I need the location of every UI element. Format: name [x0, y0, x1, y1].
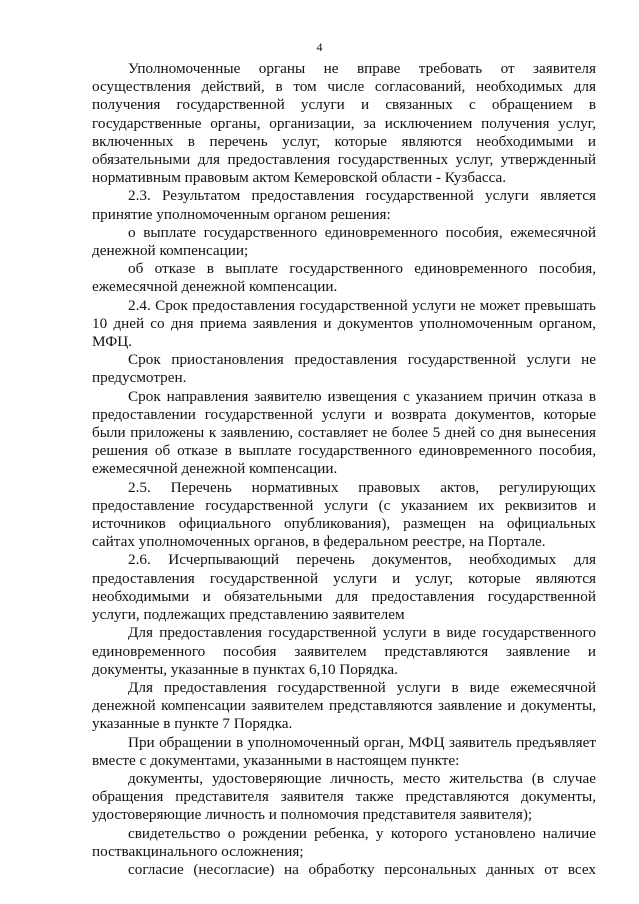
paragraph: 2.4. Срок предоставления государственной услуги не может превышать 10 дней со дня приема заявления и документов уполномоченным органом, МФЦ.: [92, 296, 596, 351]
paragraph: Для предоставления государственной услуги в виде государственного единовременного пособия заявителем представляются заявление и документы, указанные в пунктах 6,10 Порядка.: [92, 624, 596, 678]
paragraph: документы, удостоверяющие личность, место жительства (в случае обращения представителя заявителя также представляются документы, удостоверяющие личность и полномочия представителя заявителя);: [92, 769, 596, 824]
page-number: 4: [316, 40, 323, 54]
paragraph: 2.5. Перечень нормативных правовых актов, регулирующих предоставление государственной услуги (с указанием их реквизитов и источников официального опубликования), размещен на официальных сайтах уполномоченных органов, в федеральном реестре, на Портале.: [92, 478, 596, 551]
paragraph: о выплате государственного единовременного пособия, ежемесячной денежной компенсации;: [92, 223, 596, 260]
paragraph: согласие (несогласие) на обработку персональных данных от всех: [128, 860, 596, 878]
paragraph: Срок направления заявителю извещения с указанием причин отказа в предоставлении государственной услуги и возврата документов, которые были приложены к заявлению, составляет не более 5 дней со дня вынесения решения об отказе в выплате государственного единовременного пособия, ежемесячной денежной компенсации.: [92, 387, 596, 478]
paragraph: 2.3. Результатом предоставления государственной услуги является принятие уполномоченным органом решения:: [92, 187, 596, 223]
paragraph: Уполномоченные органы не вправе требовать от заявителя осуществления действий, в том числе согласований, необходимых для получения государственной услуги и связанных с обращением в государственные органы, организации, за исключением получения услуг, включенных в перечень услуг, которые являются необходимыми и обязательными для предоставления государственных услуг, утвержденный нормативным правовым актом Кемеровской области - Кузбасса.: [92, 60, 596, 187]
document-body: [92, 60, 596, 879]
paragraph: свидетельство о рождении ребенка, у которого установлено наличие поствакцинального осложнения;: [92, 824, 596, 860]
paragraph: При обращении в уполномоченный орган, МФЦ заявитель предъявляет вместе с документами, указанными в настоящем пункте:: [92, 733, 596, 769]
paragraph: Для предоставления государственной услуги в виде ежемесячной денежной компенсации заявителем представляются заявление и документы, указанные в пункте 7 Порядка.: [92, 678, 596, 733]
paragraph: об отказе в выплате государственного единовременного пособия, ежемесячной денежной компенсации.: [92, 260, 596, 296]
paragraph: Срок приостановления предоставления государственной услуги не предусмотрен.: [92, 351, 596, 387]
paragraph: 2.6. Исчерпывающий перечень документов, необходимых для предоставления государственной услуги и услуг, которые являются необходимыми и обязательными для предоставления государственной услуги, подлежащих представлению заявителем: [92, 551, 596, 624]
